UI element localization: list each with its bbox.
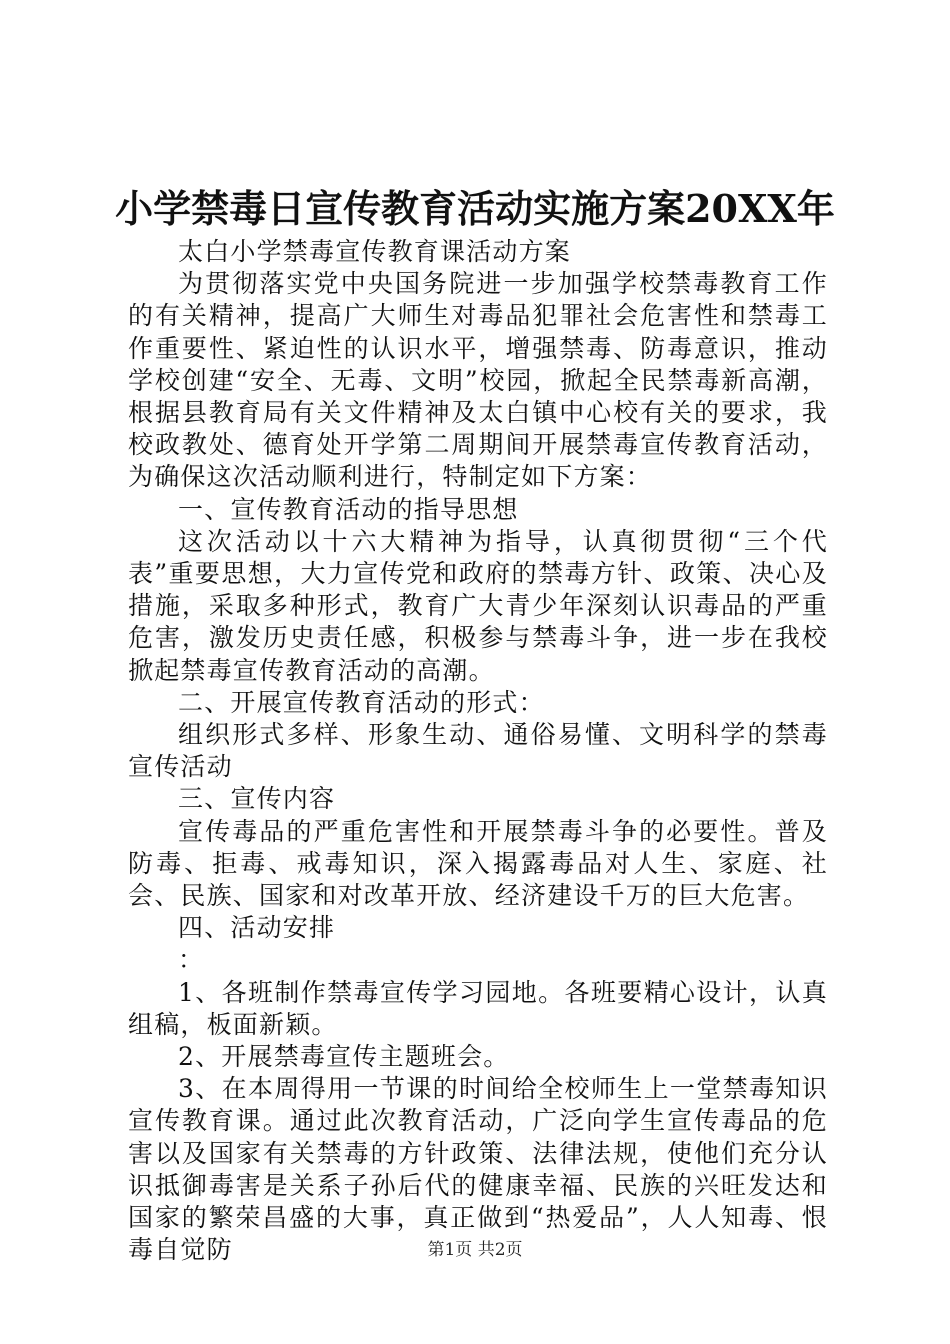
list-item: 1、各班制作禁毒宣传学习园地。各班要精心设计，认真组稿，板面新颖。 bbox=[128, 977, 828, 1039]
paragraph: 宣传毒品的严重危害性和开展禁毒斗争的必要性。普及防毒、拒毒、戒毒知识，深入揭露毒品对人生、家庭、社会、民族、国家和对改革开放、经济建设千万的巨大危害。 bbox=[128, 816, 828, 911]
list-item: 2、开展禁毒宣传主题班会。 bbox=[178, 1042, 510, 1072]
paragraph: ： bbox=[178, 945, 205, 975]
paragraph: 为贯彻落实党中央国务院进一步加强学校禁毒教育工作的有关精神，提高广大师生对毒品犯罪社会危害性和禁毒工作重要性、紧迫性的认识水平，增强禁毒、防毒意识，推动学校创建“安全、无毒、文明”校园，掀起全民禁毒新高潮，根据县教育局有关文件精神及太白镇中心校有关的要求，我校政教处、德育处开学第二周期间开展禁毒宣传教育活动，为确保这次活动顺利进行，特制定如下方案： bbox=[128, 269, 828, 492]
section-heading: 二、开展宣传教育活动的形式： bbox=[178, 687, 545, 717]
paragraph: 这次活动以十六大精神为指导，认真彻贯彻“三个代表”重要思想，大力宣传党和政府的禁毒方针、政策、决心及措施，采取多种形式，教育广大青少年深刻认识毒品的严重危害，激发历史责任感，积极参与禁毒斗争，进一步在我校掀起禁毒宣传教育活动的高潮。 bbox=[128, 526, 828, 685]
document-body bbox=[128, 236, 828, 1267]
section-heading: 四、活动安排 bbox=[178, 913, 336, 943]
paragraph: 太白小学禁毒宣传教育课活动方案 bbox=[178, 237, 572, 266]
document-title: 小学禁毒日宣传教育活动实施方案20XX年 bbox=[115, 186, 835, 231]
section-heading: 三、宣传内容 bbox=[178, 784, 336, 814]
list-item: 3、在本周得用一节课的时间给全校师生上一堂禁毒知识宣传教育课。通过此次教育活动，广泛向学生宣传毒品的危害以及国家有关禁毒的方针政策、法律法规，使他们充分认识抵御毒害是关系子孙后代的健康幸福、民族的兴旺发达和国家的繁荣昌盛的大事，真正做到“热爱品”，人人知毒、恨毒自觉防 bbox=[128, 1074, 828, 1265]
page-number-footer: 第1页 共2页 bbox=[427, 1240, 523, 1260]
paragraph: 组织形式多样、形象生动、通俗易懂、文明科学的禁毒宣传活动 bbox=[128, 720, 828, 782]
section-heading: 一、宣传教育活动的指导思想 bbox=[178, 494, 519, 524]
